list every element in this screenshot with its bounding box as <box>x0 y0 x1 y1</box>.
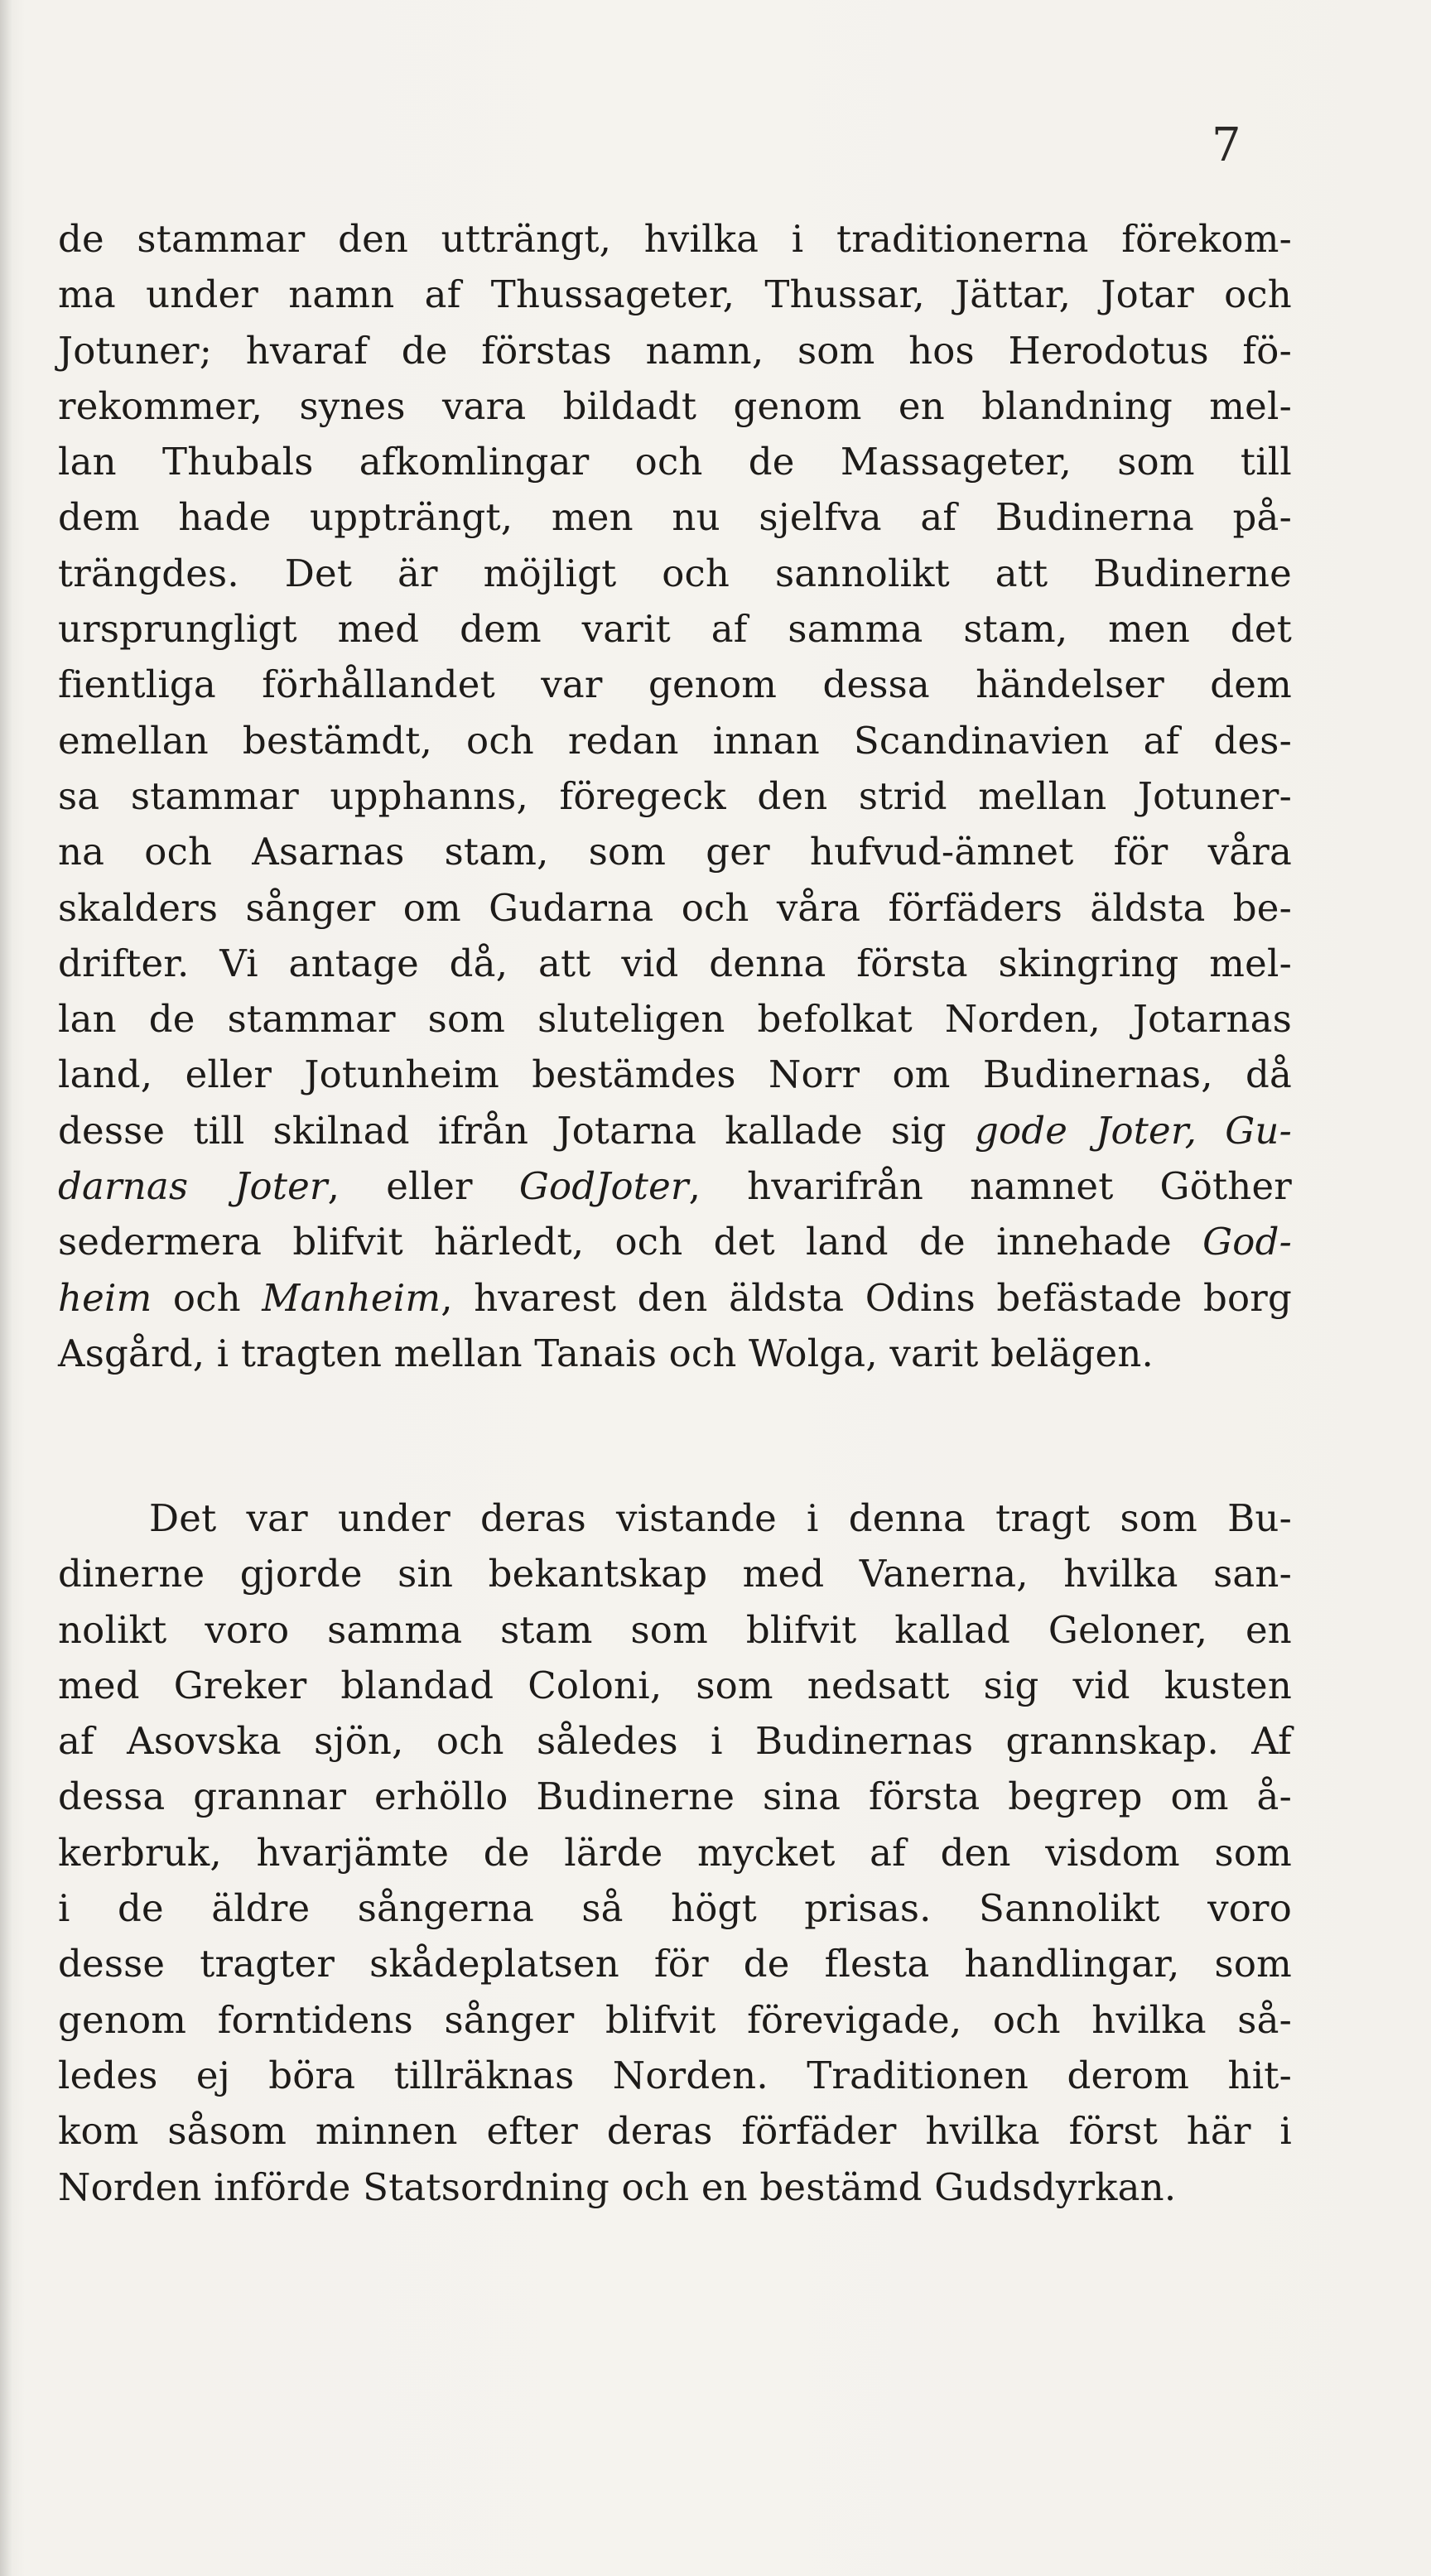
text-run: och <box>152 1275 263 1320</box>
text-line: lan de stammar som sluteligen befolkat Norden, Jotarnas <box>58 997 1292 1042</box>
italic-text: GodJoter <box>518 1164 689 1209</box>
text-line <box>58 1158 1292 1214</box>
text-line: med Greker blandad Coloni, som nedsatt sig vid kusten <box>58 1663 1292 1707</box>
page-binding-edge <box>0 0 12 2576</box>
text-run: , hvarifrån namnet Göther <box>688 1164 1292 1209</box>
text-line: kom såsom minnen efter deras förfäder hvilka först här i <box>58 2109 1292 2154</box>
text-line: trängdes. Det är möjligt och sannolikt att Budinerne <box>58 551 1292 595</box>
text-line: dessa grannar erhöllo Budinerne sina första begrep om å- <box>58 1774 1292 1819</box>
text-run: , eller <box>327 1164 519 1209</box>
text-line <box>58 1103 1292 1158</box>
text-line: Norden införde Statsordning och en bestämd Gudsdyrkan. <box>58 2164 1177 2209</box>
text-line: de stammar den utträngt, hvilka i traditionerna förekom- <box>58 217 1292 261</box>
italic-text: God- <box>1202 1220 1292 1264</box>
text-line: dem hade uppträngt, men nu sjelfva af Budinerna på- <box>58 495 1292 540</box>
text-line: lan Thubals afkomlingar och de Massageter, som till <box>58 440 1292 484</box>
text-line: i de äldre sångerna så högt prisas. Sannolikt voro <box>58 1886 1292 1931</box>
text-line: ma under namn af Thussageter, Thussar, Jättar, Jotar och <box>58 272 1292 317</box>
text-run: desse till skilnad ifrån Jotarna kallade sig <box>58 1108 975 1153</box>
text-line: dinerne gjorde sin bekantskap med Vanerna, hvilka san- <box>58 1552 1292 1596</box>
text-line: Asgård, i tragten mellan Tanais och Wolga, varit belägen. <box>58 1331 1154 1375</box>
text-line: Jotuner; hvaraf de förstas namn, som hos Herodotus fö- <box>58 328 1292 373</box>
text-line: land, eller Jotunheim bestämdes Norr om Budinernas, då <box>58 1052 1292 1097</box>
italic-text: heim <box>58 1275 152 1320</box>
text-line: rekommer, synes vara bildadt genom en blandning mel- <box>58 383 1292 428</box>
text-line: ursprungligt med dem varit af samma stam, men det <box>58 607 1292 652</box>
paragraph-2 <box>58 1490 1292 2215</box>
text-line: Det var under deras vistande i denna tragt som Bu- <box>149 1496 1292 1540</box>
text-line <box>58 1270 1292 1326</box>
text-line: nolikt voro samma stam som blifvit kallad Geloner, en <box>58 1607 1292 1652</box>
page-number: 7 <box>1212 118 1241 172</box>
text-line: genom forntidens sånger blifvit förevigade, och hvilka så- <box>58 1997 1292 2042</box>
text-line: ledes ej böra tillräknas Norden. Traditionen derom hit- <box>58 2053 1292 2097</box>
text-line: emellan bestämdt, och redan innan Scandinavien af des- <box>58 718 1292 763</box>
italic-text: Manheim <box>262 1275 441 1320</box>
text-line: af Asovska sjön, och således i Budinernas grannskap. Af <box>58 1719 1292 1764</box>
italic-text: darnas Joter <box>58 1164 328 1209</box>
text-run: sedermera blifvit härledt, och det land de innehade <box>58 1220 1203 1264</box>
text-line: sa stammar upphanns, föregeck den strid mellan Jotuner- <box>58 773 1292 818</box>
italic-text: gode Joter, Gu- <box>974 1108 1292 1153</box>
text-run: , hvarest den äldsta Odins befästade borg <box>441 1275 1292 1320</box>
text-line: kerbruk, hvarjämte de lärde mycket af den visdom som <box>58 1830 1292 1875</box>
text-line: desse tragter skådeplatsen för de flesta handlingar, som <box>58 1942 1292 1986</box>
text-line: skalders sånger om Gudarna och våra förfäders äldsta be- <box>58 885 1292 930</box>
text-line: fientliga förhållandet var genom dessa händelser dem <box>58 662 1292 707</box>
text-line <box>58 1214 1292 1269</box>
paragraph-1 <box>58 211 1292 1381</box>
text-line: drifter. Vi antage då, att vid denna första skingring mel- <box>58 941 1292 985</box>
text-line: na och Asarnas stam, som ger hufvud-ämnet för våra <box>58 830 1292 874</box>
